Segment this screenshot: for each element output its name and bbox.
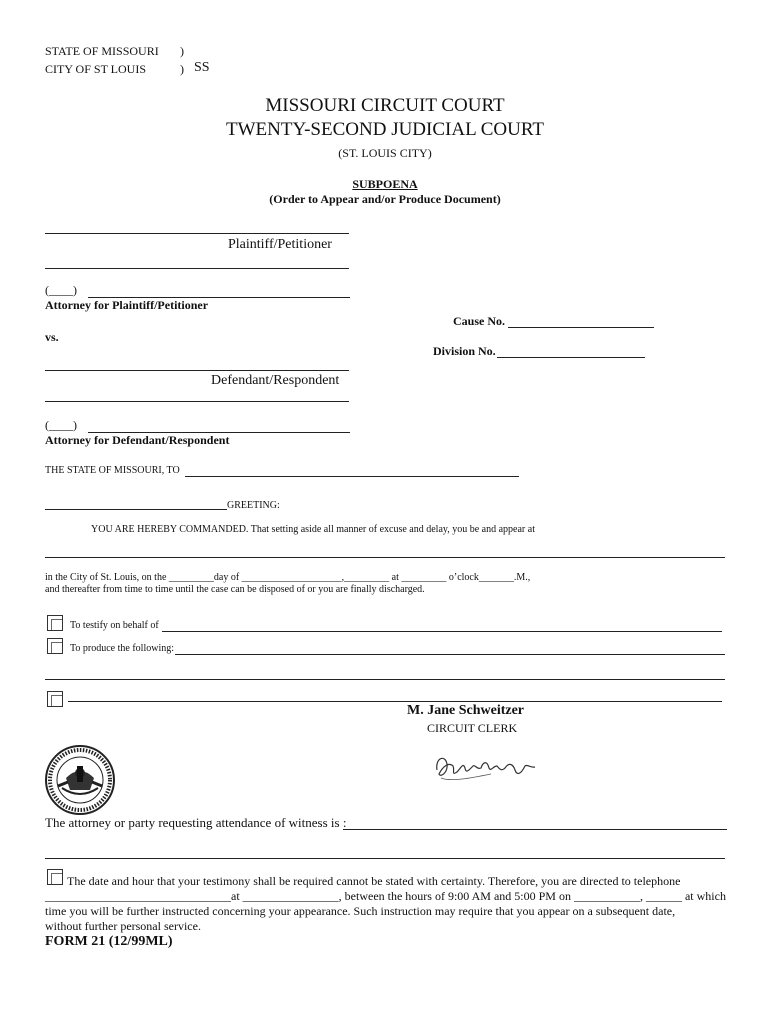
other-checkbox[interactable] xyxy=(47,691,63,707)
testify-checkbox[interactable] xyxy=(47,615,63,631)
testify-field[interactable] xyxy=(162,631,722,632)
ss-label: SS xyxy=(194,60,210,75)
clerk-title: CIRCUIT CLERK xyxy=(427,721,518,735)
testimony-text-1: The date and hour that your testimony shall be required cannot be stated with certainty. Therefore, you are directed to telephone xyxy=(67,874,681,888)
document-subtitle: (Order to Appear and/or Produce Document) xyxy=(269,192,501,206)
produce-line-2[interactable] xyxy=(45,679,725,680)
plaintiff-atty-paren: (____) xyxy=(45,283,77,297)
defendant-label: Defendant/Respondent xyxy=(211,373,340,388)
produce-checkbox[interactable] xyxy=(47,638,63,654)
clerk-signature xyxy=(431,748,541,793)
appear-location-field[interactable] xyxy=(45,557,725,558)
date-time-line: in the City of St. Louis, on the _________day of ____________________,_________ at _________ o’clock_______.M., xyxy=(45,572,531,583)
defendant-line-2[interactable] xyxy=(45,401,349,402)
testimony-text-2: _______________________________at ________________, between the hours of 9:00 AM and 5:00 PM on ___________, ______ at which xyxy=(45,889,726,903)
division-no-field[interactable] xyxy=(497,357,645,358)
vs-label: vs. xyxy=(45,330,59,344)
paren-1: ) xyxy=(180,44,184,58)
defendant-line-1[interactable] xyxy=(45,370,349,371)
commanded-text: YOU ARE HEREBY COMMANDED. That setting aside all manner of excuse and delay, you be and appear at xyxy=(91,524,535,535)
court-seal xyxy=(44,744,116,816)
city-label: CITY OF ST LOUIS xyxy=(45,62,147,76)
defendant-atty-label: Attorney for Defendant/Respondent xyxy=(45,433,230,447)
plaintiff-atty-label: Attorney for Plaintiff/Petitioner xyxy=(45,298,209,312)
testimony-text-4: without further personal service. xyxy=(45,919,201,933)
plaintiff-line-1[interactable] xyxy=(45,233,349,234)
court-subtitle: (ST. LOUIS CITY) xyxy=(338,146,432,160)
paren-2: ) xyxy=(180,62,184,76)
document-type: SUBPOENA xyxy=(352,177,418,191)
division-no-label: Division No. xyxy=(433,344,496,358)
form-number: FORM 21 (12/99ML) xyxy=(45,934,173,949)
produce-label: To produce the following: xyxy=(70,643,174,654)
produce-field[interactable] xyxy=(175,654,725,655)
attorney-requesting-line-2[interactable] xyxy=(45,858,725,859)
attorney-requesting-field[interactable] xyxy=(343,829,727,830)
other-field[interactable] xyxy=(68,701,722,702)
clerk-name: M. Jane Schweitzer xyxy=(407,703,525,718)
state-label: STATE OF MISSOURI xyxy=(45,44,159,58)
testimony-text-3: time you will be further instructed concerning your appearance. Such instruction may require that you appear on a subsequent date, xyxy=(45,904,676,918)
greeting-field[interactable] xyxy=(45,509,227,510)
cause-no-label: Cause No. xyxy=(453,314,506,328)
court-title-2: TWENTY-SECOND JUDICIAL COURT xyxy=(226,119,544,140)
defendant-atty-paren: (____) xyxy=(45,418,77,432)
attorney-requesting-label: The attorney or party requesting attendance of witness is : xyxy=(45,815,347,830)
testify-label: To testify on behalf of xyxy=(70,620,159,631)
cause-no-field[interactable] xyxy=(508,327,654,328)
telephone-checkbox[interactable] xyxy=(47,869,63,885)
court-title-1: MISSOURI CIRCUIT COURT xyxy=(265,95,505,116)
plaintiff-label: Plaintiff/Petitioner xyxy=(228,237,332,252)
greeting-label: GREETING: xyxy=(227,500,280,511)
witness-name-field[interactable] xyxy=(185,476,519,477)
thereafter-text: and thereafter from time to time until the case can be disposed of or you are finally discharged. xyxy=(45,584,425,595)
state-to-label: THE STATE OF MISSOURI, TO xyxy=(45,465,180,476)
plaintiff-line-2[interactable] xyxy=(45,268,349,269)
